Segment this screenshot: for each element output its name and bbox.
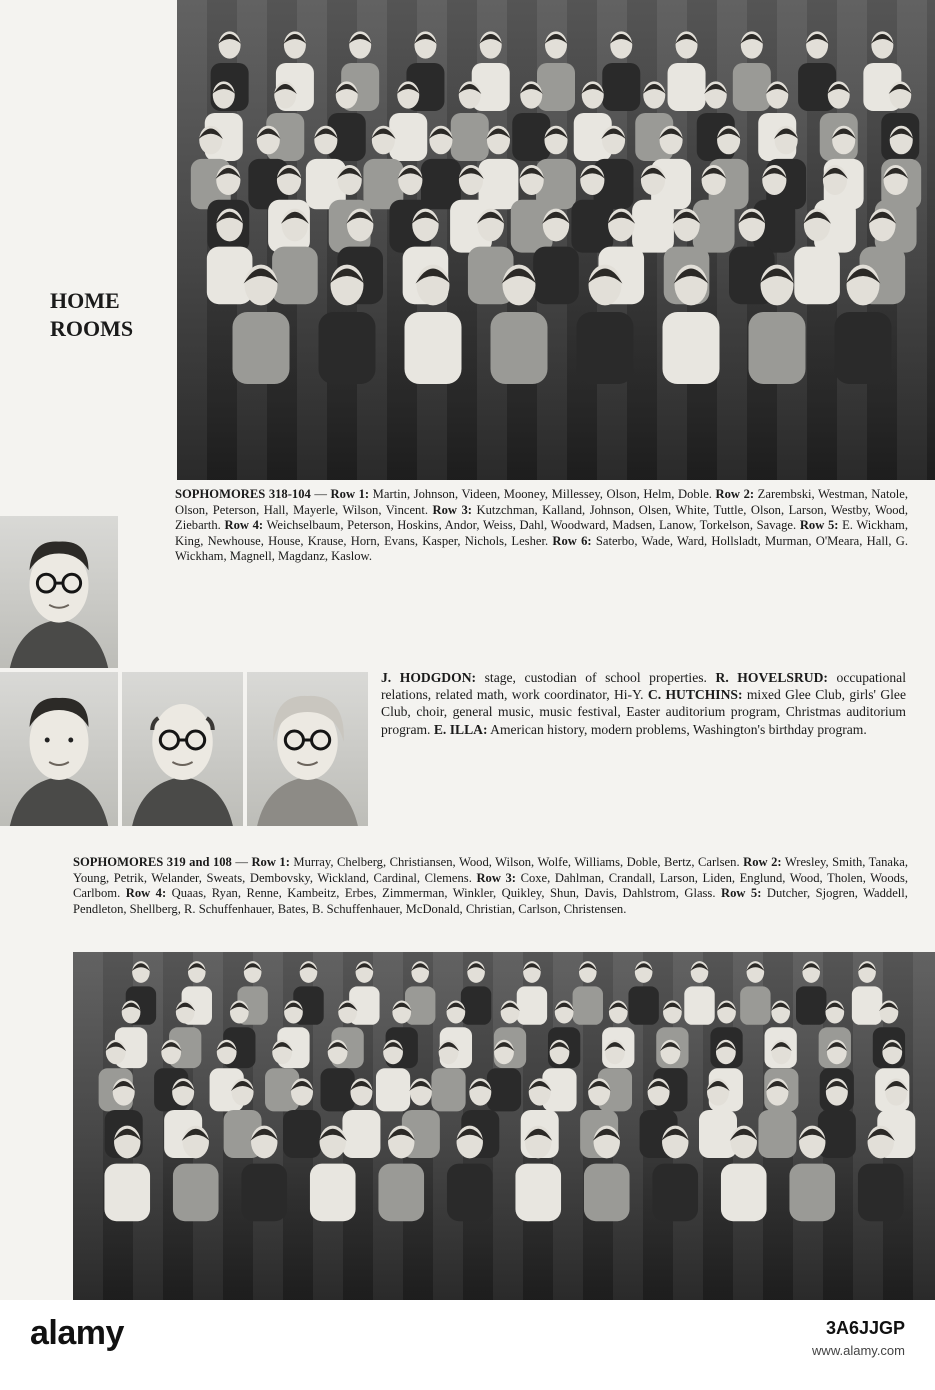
class-photo-sophomores-319-108 [73, 952, 935, 1300]
portrait-shoulders [132, 777, 233, 826]
student-body [835, 312, 892, 384]
portrait-eye [68, 738, 73, 743]
student-body [461, 986, 491, 1024]
caption-sophomores-319-108: SOPHOMORES 319 and 108 — Row 1: Murray, Chelberg, Christiansen, Wood, Wilson, Wolfe, Williams, Doble, Bertz, Carlsen. Row 2: Wresley, Smith, Tanaka, Young, Petrik, Welander, Sweats, Dembovsky, Wickland, Cardinal, Clemens. Row 3: Coxe, Dahlman, Crandall, Larson, Liden, Englund, Wood, Tholen, Woods, Carlbom. Row 4: Quaas, Ryan, Renne, Kambeitz, Erbes, Zimmerman, Winkler, Quikley, Shun, Davis, Dahlstrom, Glass. Row 5: Dutcher, Sjogren, Waddell, Pendleton, Shellberg, R. Schuffenhauer, Bates, B. Schuffenhauer, McDonald, Christian, Carlson, Christensen. [73, 855, 908, 916]
student-body [571, 200, 613, 253]
portrait-hovelsrud [0, 672, 118, 826]
row-label: Row 2: [715, 487, 755, 501]
caption-group-label: SOPHOMORES 319 and 108 [73, 855, 232, 869]
student-body [858, 1164, 904, 1222]
student-body [668, 63, 706, 111]
student-body [577, 312, 634, 384]
student-body [233, 312, 290, 384]
row-label: Row 5: [799, 518, 839, 533]
student-body [487, 1068, 521, 1111]
caption-sophomores-318-104: SOPHOMORES 318-104 — Row 1: Martin, Johnson, Videen, Mooney, Millessey, Olson, Helm, Doble. Row 2: Zarembski, Westman, Natole, Olson, Peterson, Hall, Mayerle, Wilson, Vincent. Row 3: Kutzchman, Kalland, Johnson, Olsen, White, Tuttle, Olson, Larson, Westby, Wood, Ziebarth. Row 4: Weichselbaum, Peterson, Hoskins, Andor, Weiss, Dahl, Woodward, Madsen, Lanow, Torkelson, Savage. Row 5: E. Wickham, King, Newhouse, House, Krause, Horn, Evans, Kasper, Nichols, Lesher. Row 6: Saterbo, Wade, Ward, Hollsladt, Murman, O'Meara, Hall, G. Wickham, Magnell, Magdanz, Kaslow. [175, 487, 908, 564]
watermark-meta [812, 1318, 905, 1358]
watermark-bar [0, 1300, 935, 1390]
row-names: E. Wickham, King, Newhouse, House, Krause, Horn, Evans, Kasper, Nichols, Lesher. [175, 518, 908, 548]
student-body [789, 1164, 835, 1222]
student-body [173, 1164, 219, 1222]
student-body [310, 1164, 356, 1222]
student-body [573, 986, 603, 1024]
site-url: www.alamy.com [812, 1343, 905, 1358]
row-label: Row 4: [125, 886, 167, 901]
student-row [211, 31, 902, 111]
teacher-name: R. HOVELSRUD: [715, 670, 828, 685]
student-body [758, 1110, 796, 1158]
student-body [533, 247, 579, 305]
student-body [376, 1068, 410, 1111]
student-body [104, 1164, 150, 1222]
row-names: Weichselbaum, Peterson, Hoskins, Andor, Weiss, Dahl, Woodward, Madsen, Lanow, Torkelson, Savage. [266, 518, 797, 533]
student-body [632, 200, 674, 253]
student-body [389, 113, 427, 161]
teacher-duties: American history, modern problems, Washington's birthday program. [490, 721, 867, 737]
student-body [272, 247, 318, 305]
student-body [241, 1164, 287, 1222]
caption-group-label: SOPHOMORES 318-104 [175, 487, 311, 501]
row-names: Wresley, Smith, Tanaka, Young, Petrik, Welander, Sweats, Dembovsky, Wickland, Cardinal, Clemens. [73, 855, 908, 885]
student-body [584, 1164, 630, 1222]
teacher-name: C. HUTCHINS: [647, 687, 743, 703]
student-body [699, 1110, 737, 1158]
class-photo-illustration [73, 952, 935, 1300]
student-body [684, 986, 714, 1024]
student-body [512, 113, 550, 161]
portrait-hutchins [122, 672, 243, 826]
student-body [207, 247, 253, 305]
student-body [405, 986, 435, 1024]
row-label: Row 4: [224, 518, 264, 533]
student-body [794, 247, 840, 305]
portrait-illa [247, 672, 368, 826]
class-photo-illustration [177, 0, 935, 480]
student-body [652, 1164, 698, 1222]
row-names: Quaas, Ryan, Renne, Kambeitz, Erbes, Zimmerman, Winkler, Quikley, Shun, Davis, Dahlstrom, Glass. [171, 886, 716, 901]
student-body [378, 1164, 424, 1222]
student-body [405, 312, 462, 384]
student-body [537, 63, 575, 111]
heading-line-2: ROOMS [50, 316, 134, 341]
page-heading [50, 287, 170, 343]
row-label: Row 1: [330, 487, 370, 501]
teacher-duties: mixed Glee Club, girls' Glee Club, choir, general music, music festival, Easter auditorium program, Christmas auditorium program. [381, 687, 906, 737]
row-label: Row 2: [743, 855, 782, 869]
student-body [733, 63, 771, 111]
row-names: Saterbo, Wade, Ward, Hollsladt, Murman, O'Meara, Hall, G. Wickham, Magnell, Magdanz, Kaslow. [175, 533, 908, 564]
student-row [99, 1040, 910, 1112]
student-body [602, 63, 640, 111]
portrait-illustration [0, 672, 118, 826]
heading-line-1: HOME [50, 288, 120, 313]
student-body [515, 1164, 561, 1222]
image-id: 3A6JJGP [825, 1318, 905, 1338]
student-body [517, 986, 547, 1024]
student-body [431, 1068, 465, 1111]
row-label: Row 1: [251, 855, 290, 869]
portrait-hodgdon [0, 516, 118, 668]
student-body [749, 312, 806, 384]
student-body [491, 312, 548, 384]
row-label: Row 5: [720, 886, 762, 901]
class-photo-sophomores-318-104 [177, 0, 935, 480]
portrait-shoulders [10, 620, 108, 668]
row-names: Martin, Johnson, Videen, Mooney, Millessey, Olson, Helm, Doble. [372, 487, 712, 501]
student-body [796, 986, 826, 1024]
student-body [628, 986, 658, 1024]
teacher-name: E. ILLA: [433, 721, 488, 737]
alamy-logo: alamy [30, 1314, 124, 1352]
faculty-bio-text [381, 669, 906, 738]
row-names: Coxe, Dahlman, Crandall, Larson, Liden, Englund, Wood, Tholen, Woods, Carlbom. [73, 870, 908, 901]
row-names: Kutzchman, Kalland, Johnson, Olsen, White, Tuttle, Olson, Larson, Westby, Wood, Ziebarth. [175, 502, 908, 533]
student-body [342, 1110, 380, 1158]
student-body [852, 986, 882, 1024]
student-row [207, 209, 905, 305]
portrait-eye [45, 738, 50, 743]
row-names: Dutcher, Sjogren, Waddell, Pendleton, Shellberg, R. Schuffenhauer, Bates, B. Schuffenhauer, McDonald, Christian, Carlson, Christensen. [73, 886, 908, 916]
student-body [321, 1068, 355, 1111]
portrait-shoulders [10, 777, 108, 826]
teacher-name: J. HODGDON: [381, 670, 477, 685]
teacher-duties: occupational relations, related math, work coordinator, Hi-Y. [381, 670, 906, 703]
teacher-duties: stage, custodian of school properties. [484, 670, 707, 685]
row-label: Row 3: [432, 502, 472, 517]
portrait-shoulders [257, 777, 358, 826]
row-label: Row 6: [552, 533, 592, 548]
row-label: Row 3: [476, 870, 516, 885]
student-body [451, 113, 489, 161]
student-body [721, 1164, 767, 1222]
student-body [663, 312, 720, 384]
student-body [447, 1164, 493, 1222]
student-body [319, 312, 376, 384]
portrait-illustration [247, 672, 368, 826]
student-body [283, 1110, 321, 1158]
row-names: Zarembski, Westman, Natole, Olson, Peterson, Hall, Mayerle, Wilson, Vincent. [175, 487, 908, 517]
row-names: Murray, Chelberg, Christiansen, Wood, Wilson, Wolfe, Williams, Doble, Bertz, Carlsen. [293, 855, 740, 869]
portrait-illustration [122, 672, 243, 826]
portrait-illustration [0, 516, 118, 668]
student-body [740, 986, 770, 1024]
